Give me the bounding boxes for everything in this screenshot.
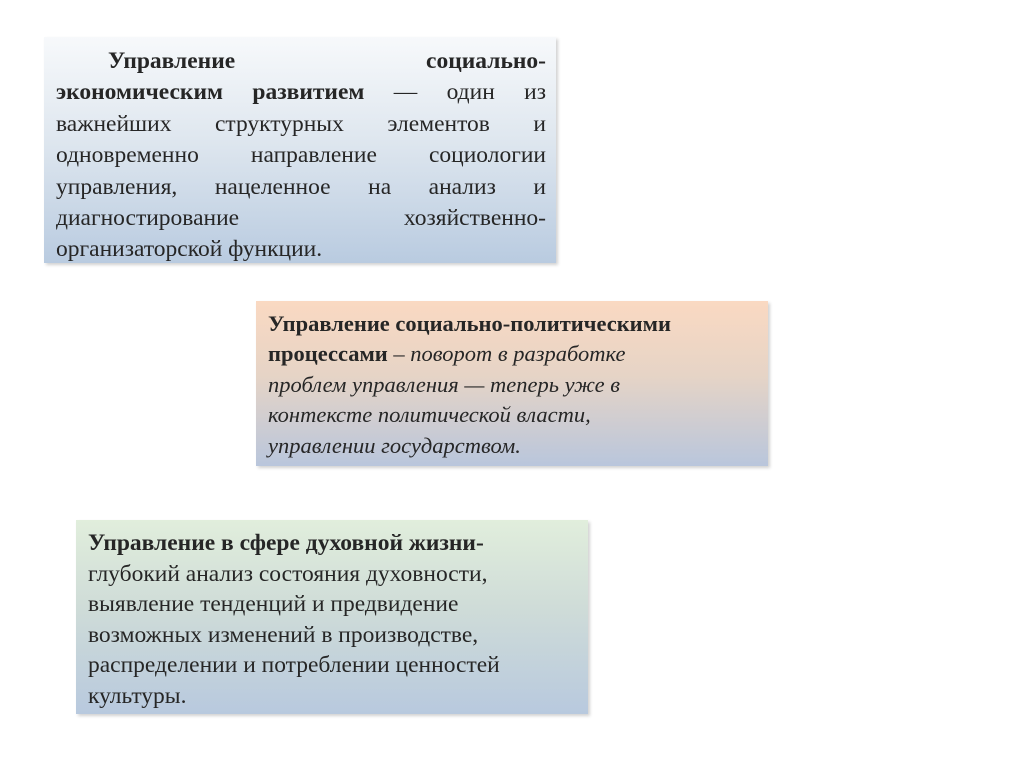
card-line: диагностирование хозяйственно- [56,205,546,232]
card-line [56,77,546,108]
card-line: управления, нацеленное на анализ и [56,173,546,200]
term-text: Управление социально-политическими [268,311,671,336]
spiritual-life-card [76,520,588,714]
card-line: возможных изменений в производстве, [88,621,479,648]
card-line: важнейших структурных элементов и [56,110,546,137]
card-line: одновременно направление социологии [56,142,546,169]
card-line: распределении и потреблении ценностей [88,652,500,679]
socio-economic-card [44,37,556,263]
term-text: социально- [426,48,546,74]
body-text: – поворот в разработке [387,341,626,367]
card-line [268,339,758,369]
term-text: Управление в сфере духовной жизни- [88,530,484,556]
term-text: экономическим развитием [56,79,365,106]
card-line: проблем управления — теперь уже в [268,371,621,397]
card-line: глубокий анализ состояния духовности, [88,560,488,587]
card-line: контексте политической власти, [268,402,591,428]
card-line: управлении государством. [268,432,521,458]
socio-political-card [256,301,768,466]
term-text: Управление [108,48,236,74]
card-line [56,46,546,77]
card-line: культуры. [88,682,187,709]
body-text: — один из [364,79,546,106]
card-line: выявление тенденций и предвидение [88,591,459,618]
card-line: организаторской функции. [56,236,323,263]
term-text: процессами [268,341,388,367]
